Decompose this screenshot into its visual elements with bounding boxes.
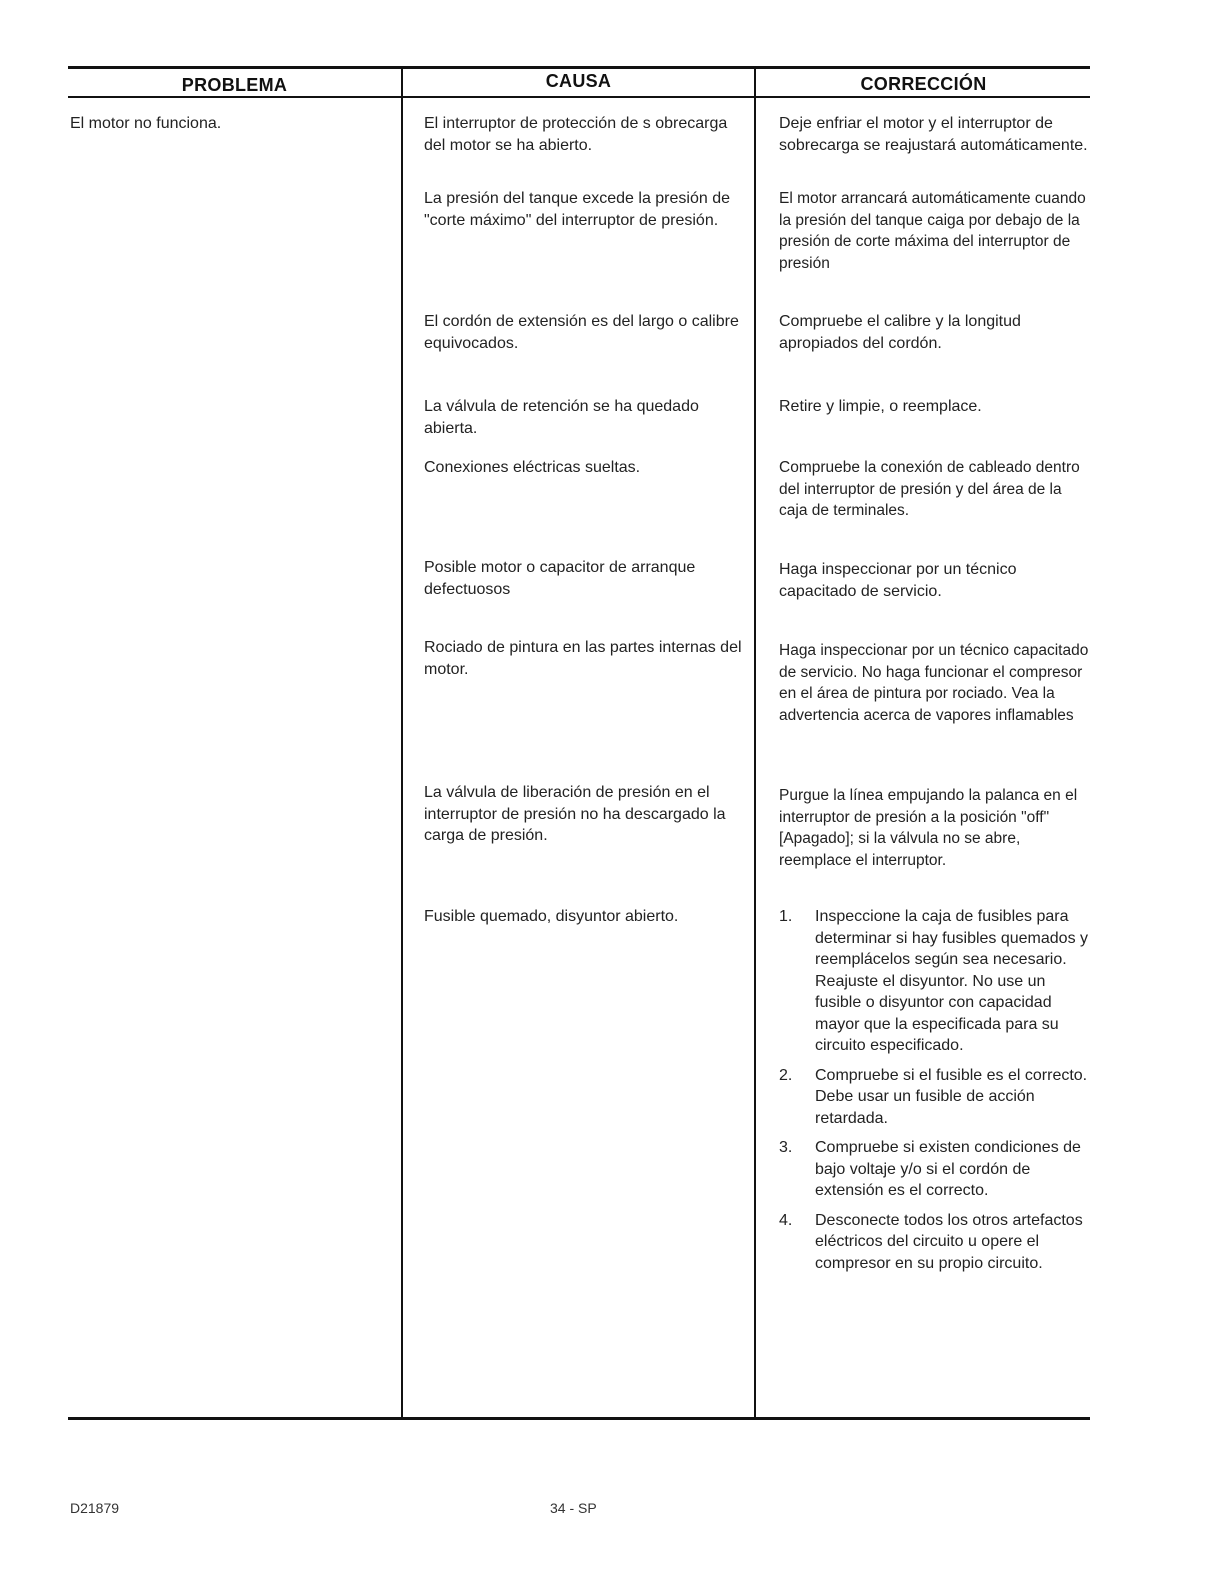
fix-5 [779, 457, 1089, 522]
fix-9 [779, 906, 1089, 1282]
fix-4: Retire y limpie, o reemplace. [779, 398, 982, 415]
step-number: 1. [779, 908, 793, 925]
troubleshooting-table [68, 66, 1090, 1420]
column-divider-2 [754, 66, 756, 1420]
fuse-steps-list [779, 906, 1089, 1274]
page-number: 34 - SP [550, 1500, 597, 1516]
fix-1: Deje enfriar el motor y el interruptor de sobrecarga se reajustará automáticamente. [779, 115, 1088, 154]
document-id: D21879 [70, 1500, 120, 1516]
step-text: Compruebe si el fusible es el correcto. Debe usar un fusible de acción retardada. [815, 1066, 1088, 1127]
step-text: Inspeccione la caja de fusibles para determinar si hay fusibles quemados y reemplácelos según sea necesario. Reajuste el disyuntor. No use un fusible o disyuntor con capacidad mayor que la especificada para su circuito especificado. [815, 908, 1089, 1054]
step-text: Desconecte todos los otros artefactos eléctricos del circuito u opere el compresor en su propio circuito. [815, 1211, 1083, 1272]
problem-text: El motor no funciona. [70, 115, 222, 132]
fix-8 [779, 785, 1089, 871]
fix-2 [779, 188, 1089, 274]
fix-2-text: El motor arrancará automáticamente cuando la presión del tanque caiga por debajo de la presión de corte máxima del interruptor de presión [779, 190, 1086, 272]
list-item [779, 906, 1089, 1057]
step-number: 4. [779, 1211, 793, 1229]
list-item [779, 1210, 1089, 1275]
step-number: 3. [779, 1139, 793, 1156]
list-item [779, 1065, 1089, 1130]
cause-3: El cordón de extensión es del largo o calibre equivocados. [424, 313, 739, 352]
header-causa: CAUSA [545, 71, 612, 91]
cause-4: La válvula de retención se ha quedado abierta. [424, 398, 699, 437]
fix-7-text: Haga inspeccionar por un técnico capacitado de servicio. No haga funcionar el compresor en el área de pintura por rociado. Vea la advertencia acerca de vapores inflamables [779, 642, 1089, 724]
header-correccion: CORRECCIÓN [860, 74, 987, 94]
column-divider-1 [401, 66, 403, 1420]
cause-6: Posible motor o capacitor de arranque defectuosos [424, 559, 696, 598]
fix-6: Haga inspeccionar por un técnico capacitado de servicio. [779, 561, 1017, 600]
fix-5-text: Compruebe la conexión de cableado dentro del interruptor de presión y del área de la caja de terminales. [779, 459, 1080, 519]
fix-3: Compruebe el calibre y la longitud apropiados del cordón. [779, 313, 1021, 352]
header-problema: PROBLEMA [181, 75, 288, 95]
step-text: Compruebe si existen condiciones de bajo voltaje y/o si el cordón de extensión es el correcto. [815, 1139, 1081, 1199]
cause-8: La válvula de liberación de presión en el interruptor de presión no ha descargado la carga de presión. [424, 784, 726, 844]
fix-7 [779, 640, 1089, 726]
cause-5: Conexiones eléctricas sueltas. [424, 459, 641, 476]
step-number: 2. [779, 1066, 793, 1084]
cause-1: El interruptor de protección de s obrecarga del motor se ha abierto. [424, 115, 728, 154]
cause-7: Rociado de pintura en las partes internas del motor. [424, 639, 742, 678]
table-bottom-rule [68, 1417, 1090, 1420]
cause-9: Fusible quemado, disyuntor abierto. [424, 908, 679, 925]
list-item [779, 1137, 1089, 1202]
fix-8-text: Purgue la línea empujando la palanca en el interruptor de presión a la posición "off" [Apagado]; si la válvula no se abre, reemplace el interruptor. [779, 787, 1078, 869]
cause-2: La presión del tanque excede la presión de "corte máximo" del interruptor de presión. [424, 190, 730, 229]
